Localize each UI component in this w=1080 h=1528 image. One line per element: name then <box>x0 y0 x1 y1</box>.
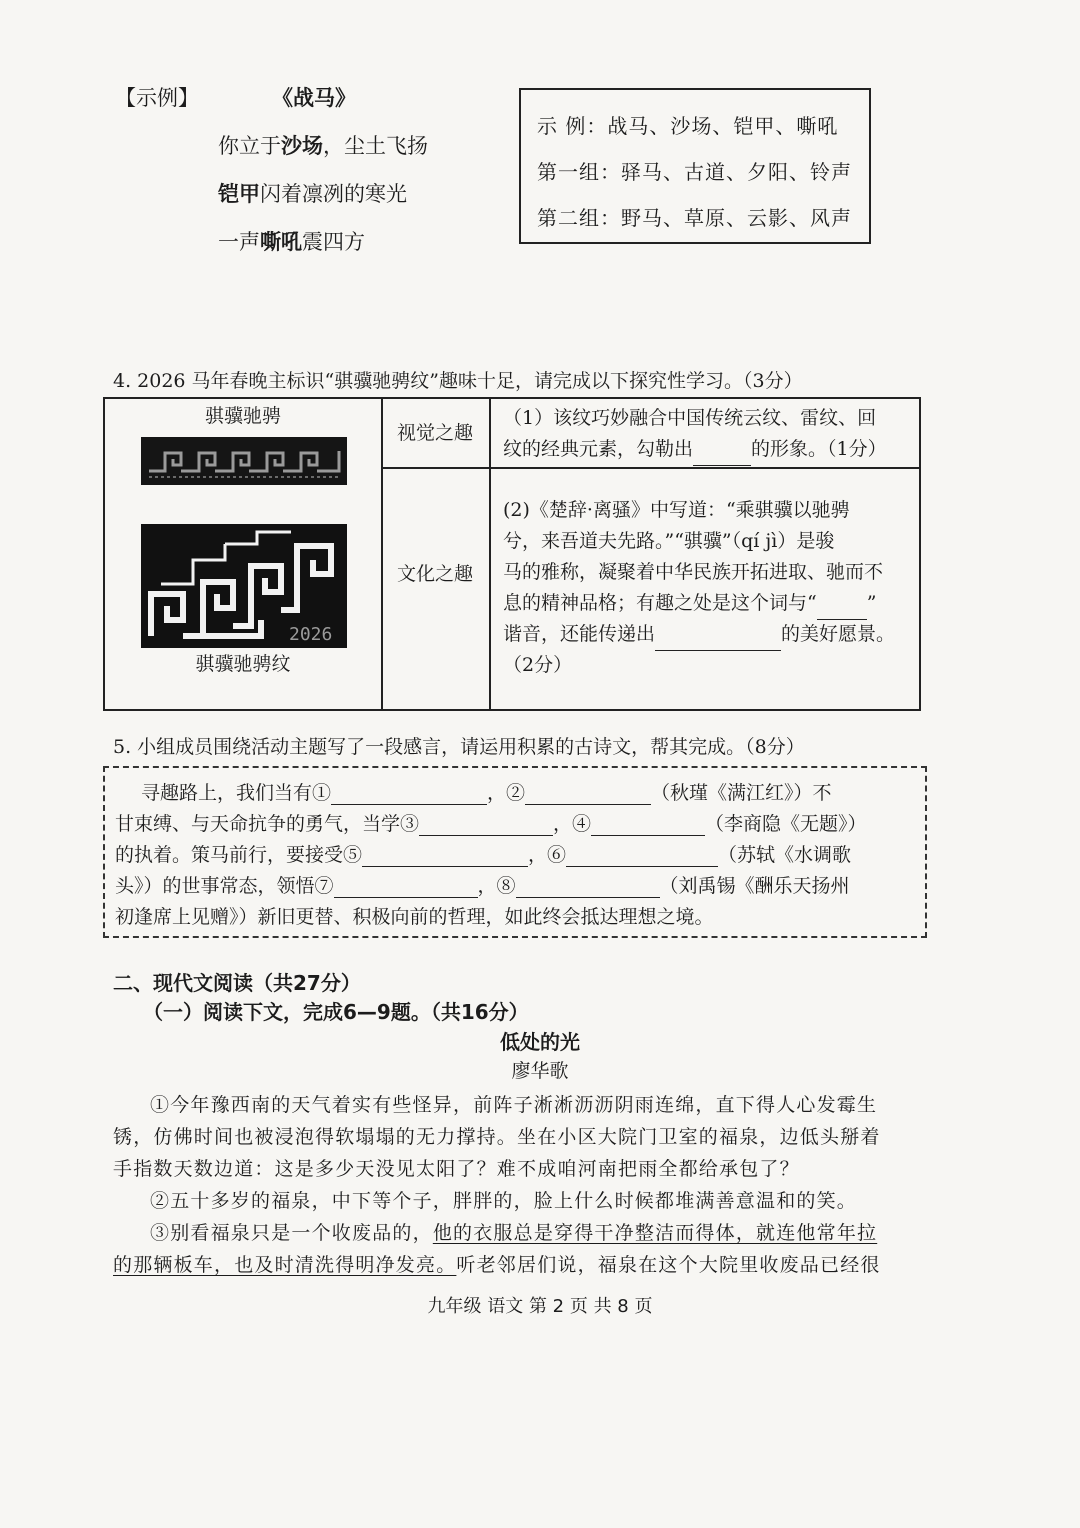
question-4-table <box>103 397 921 711</box>
q5-line-1: 寻趣路上，我们当有① ，② （秋瑾《满江红》）不 <box>141 782 832 804</box>
paragraph-1-line-3: 手指数天数边道：这是多少天没见太阳了？难不成咱河南把雨全都给承包了？ <box>113 1158 800 1180</box>
answer-blank-q5-1[interactable] <box>331 782 487 805</box>
article-author: 廖华歌 <box>511 1060 569 1082</box>
example-label: 【示例】 <box>115 86 199 110</box>
pattern-top-label: 骐骥驰骋 <box>204 405 281 427</box>
pattern-strip-image <box>141 437 347 485</box>
paragraph-3-line-1: ③别看福泉只是一个收废品的，他的衣服总是穿得干净整洁而得体，就连他常年拉 <box>150 1222 878 1244</box>
q5-line-5: 初逢席上见赠》）新旧更替、积极向前的哲理，如此终会抵达理想之境。 <box>115 906 714 928</box>
answer-blank-q5-4[interactable] <box>591 813 705 836</box>
word-group-1: 第一组：驿马、古道、夕阳、铃声 <box>537 160 852 184</box>
subsection-one-heading: （一）阅读下文，完成6—9题。（共16分） <box>143 1000 529 1024</box>
pattern-bottom-label: 骐骥驰骋纹 <box>195 653 291 675</box>
q5-line-3: 的执着。策马前行，要接受⑤ ，⑥ （苏轼《水调歌 <box>115 844 852 866</box>
answer-blank-q5-7[interactable] <box>334 875 478 898</box>
row1-line1: （1）该纹巧妙融合中国传统云纹、雷纹、回 <box>503 407 877 429</box>
word-group-box <box>519 88 871 244</box>
q5-line-4: 头》）的世事常态，领悟⑦ ，⑧ （刘禹锡《酬乐天扬州 <box>115 875 850 897</box>
pattern-main-image <box>141 524 347 648</box>
section-two-heading: 二、现代文阅读（共27分） <box>113 971 361 995</box>
answer-blank-1[interactable] <box>693 434 751 466</box>
word-group-2: 第二组：野马、草原、云影、风声 <box>537 206 852 230</box>
row-culture-heading: 文化之趣 <box>396 563 473 585</box>
paragraph-1-line-2: 锈，仿佛时间也被浸泡得软塌塌的无力撑持。坐在小区大院门卫室的福泉，边低头掰着 <box>113 1126 881 1148</box>
q5-line-2: 甘束缚、与天命抗争的勇气，当学③ ，④ （李商隐《无题》） <box>115 813 867 835</box>
row2-line1: (2)《楚辞·离骚》中写道：“乘骐骥以驰骋 <box>503 499 850 521</box>
answer-blank-2[interactable] <box>817 588 867 620</box>
question-5-box <box>103 766 927 938</box>
answer-blank-q5-3[interactable] <box>419 813 553 836</box>
row2-line3: 马的雅称，凝聚着中华民族开拓进取、驰而不 <box>503 561 884 583</box>
paragraph-1-line-1: ①今年豫西南的天气着实有些怪异，前阵子淅淅沥沥阴雨连绵，直下得人心发霉生 <box>150 1094 878 1116</box>
answer-blank-q5-5[interactable] <box>362 844 528 867</box>
paragraph-3-line-2: 的那辆板车，也及时清洗得明净发亮。听老邻居们说，福泉在这个大院里收废品已经很 <box>113 1254 881 1276</box>
article-title: 低处的光 <box>500 1030 580 1054</box>
row1-line2: 纹的经典元素，勾勒出 的形象。（1分） <box>503 434 887 466</box>
paragraph-2: ②五十多岁的福泉，中下等个子，胖胖的，脸上什么时候都堆满善意温和的笑。 <box>150 1190 858 1212</box>
question-4-stem: 4. 2026 马年春晚主标识“骐骥驰骋纹”趣味十足，请完成以下探究性学习。（3分） <box>113 370 803 392</box>
example-poem-title: 《战马》 <box>272 86 356 110</box>
poem-line-2: 铠甲闪着凛冽的寒光 <box>218 182 407 206</box>
row2-line2: 兮，来吾道夫先路。”“骐骥”（qí jì）是骏 <box>503 530 835 552</box>
answer-blank-q5-2[interactable] <box>525 782 651 805</box>
row2-line6: （2分） <box>503 654 573 676</box>
row-visual-heading: 视觉之趣 <box>396 422 473 444</box>
row2-line5: 谐音，还能传递出 的美好愿景。 <box>503 619 895 651</box>
answer-blank-q5-6[interactable] <box>566 844 718 867</box>
poem-line-1: 你立于沙场，尘土飞扬 <box>218 134 428 158</box>
question-5-stem: 5. 小组成员围绕活动主题写了一段感言，请运用积累的古诗文，帮其完成。（8分） <box>113 736 805 758</box>
poem-line-3: 一声嘶吼震四方 <box>218 230 365 254</box>
answer-blank-q5-8[interactable] <box>516 875 660 898</box>
pattern-year-text: 2026 <box>289 624 333 645</box>
row2-line4: 息的精神品格；有趣之处是这个词与“ ” <box>503 588 876 620</box>
page-footer: 九年级 语文 第 2 页 共 8 页 <box>427 1296 653 1317</box>
word-group-example: 示 例：战马、沙场、铠甲、嘶吼 <box>537 114 839 138</box>
answer-blank-3[interactable] <box>655 619 781 651</box>
